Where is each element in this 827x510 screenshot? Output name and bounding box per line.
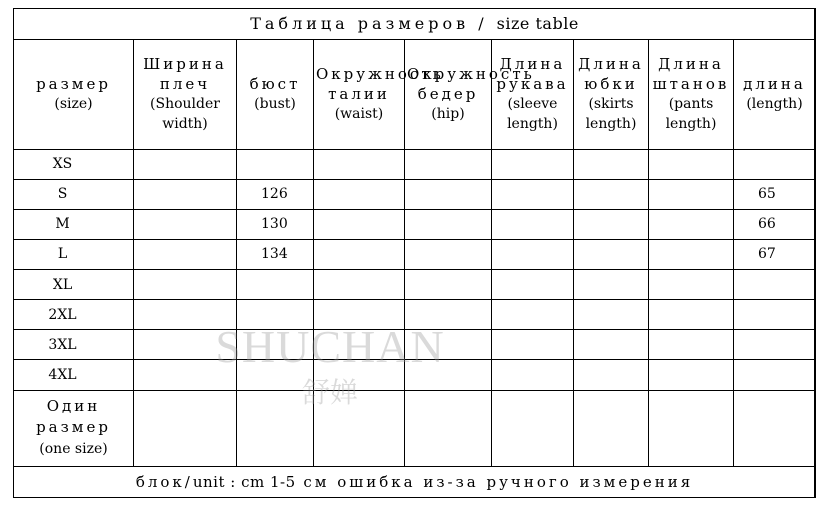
column-header-en: (bust) bbox=[254, 96, 296, 113]
column-header-ru: Ширина плеч bbox=[143, 55, 227, 94]
column-header-en: (pants length) bbox=[665, 96, 717, 133]
one-size-en: (one size) bbox=[39, 441, 108, 458]
column-header-ru: Окружность бедер bbox=[407, 65, 535, 104]
size-label: 3XL bbox=[14, 330, 134, 360]
table-frame bbox=[13, 8, 815, 498]
table-cell: 67 bbox=[734, 239, 816, 269]
title-en: size table bbox=[496, 14, 579, 34]
size-label: L bbox=[14, 239, 134, 269]
watermark-brand: SHUCHAN bbox=[215, 321, 445, 372]
column-header-en: (waist) bbox=[334, 106, 384, 123]
table-cell: 66 bbox=[734, 209, 816, 239]
watermark-chinese: 舒婵 bbox=[301, 376, 358, 409]
one-size-ru: Один размер bbox=[36, 397, 111, 437]
column-header-en: (skirts length) bbox=[585, 96, 637, 133]
column-header-en: (length) bbox=[746, 96, 803, 113]
size-label: XL bbox=[14, 270, 134, 300]
size-label: 2XL bbox=[14, 300, 134, 330]
column-header-en: (Shoulder width) bbox=[150, 96, 220, 133]
footer-unit: unit : cm 1-5 bbox=[192, 472, 296, 491]
table-cell: 126 bbox=[237, 179, 314, 209]
column-header-ru: длина bbox=[743, 75, 806, 94]
column-header-en: (hip) bbox=[431, 106, 465, 123]
column-header-en: (size) bbox=[54, 96, 93, 113]
table-cell: 65 bbox=[734, 179, 816, 209]
size-label: M bbox=[14, 209, 134, 239]
column-header-ru: Длина штанов bbox=[652, 55, 730, 94]
table-cell: 130 bbox=[237, 209, 314, 239]
title-separator: / bbox=[469, 14, 497, 34]
footer-ru-prefix: блок/ bbox=[135, 472, 193, 491]
column-header-ru: бюст bbox=[249, 75, 301, 94]
size-label: S bbox=[14, 179, 134, 209]
column-header-en: (sleeve length) bbox=[507, 96, 558, 133]
column-header-ru: Длина юбки bbox=[578, 55, 644, 94]
table-cell: 134 bbox=[237, 239, 314, 269]
column-header-ru: размер bbox=[36, 75, 111, 94]
size-label: XS bbox=[14, 149, 134, 179]
column-header-ru: Окружность талии bbox=[316, 65, 444, 104]
size-label: 4XL bbox=[14, 360, 134, 390]
column-header-ru: Длина рукава bbox=[496, 55, 569, 94]
footer-note: см ошибка из-за ручного измерения bbox=[295, 472, 694, 491]
title-ru: Таблица размеров bbox=[250, 14, 470, 34]
